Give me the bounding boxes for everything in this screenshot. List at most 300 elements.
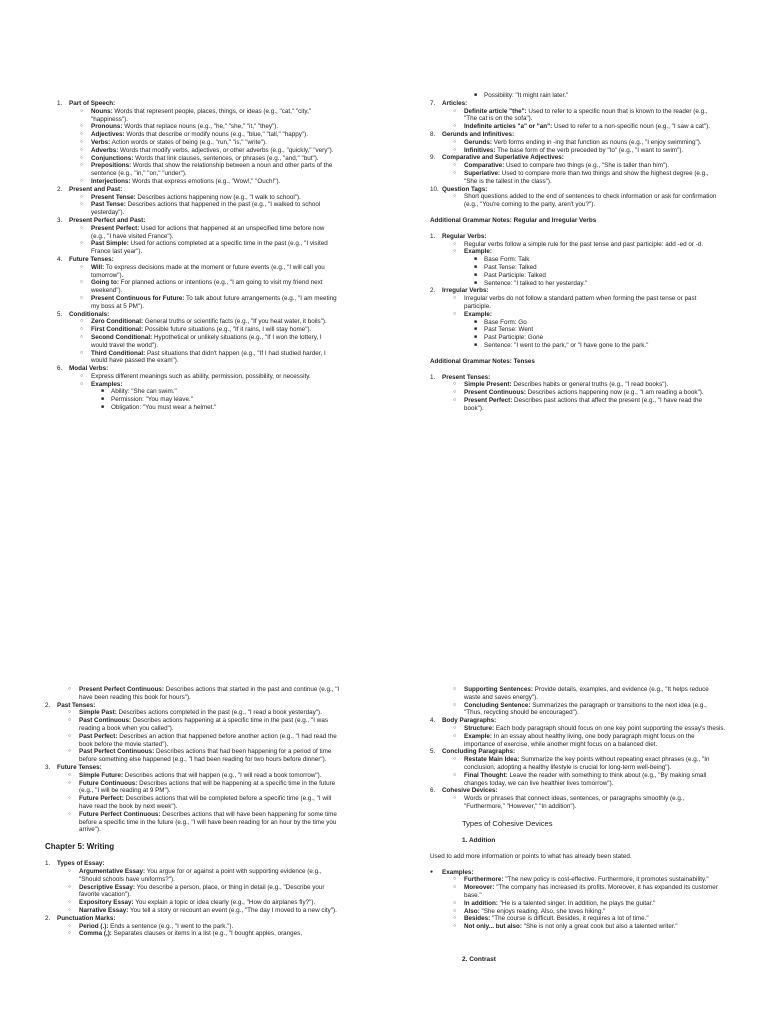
- list-number: 1.: [430, 232, 436, 240]
- list-item: [57, 131, 337, 139]
- bullet-circle-icon: ○: [68, 717, 72, 724]
- term-description: Regular verbs follow a simple rule for the past tense and past participle: add -ed or -d.: [464, 240, 704, 248]
- term-description: Separates clauses or items in a list (e.g., "I bought apples, oranges,: [111, 930, 303, 938]
- list-item: [430, 233, 720, 241]
- list-item: [45, 780, 345, 796]
- term-label: Comparative:: [464, 162, 505, 170]
- list-item: [57, 108, 337, 124]
- bullet-square-icon: ■: [474, 256, 478, 263]
- term-description: Past Participle: Gone: [484, 334, 544, 342]
- paragraph-text: Used to add more information or points to what has already been stated.: [430, 852, 632, 860]
- list-item: [57, 404, 337, 412]
- term-description: Describes actions that had been happening for a period of time before something else happened (e.g., "I had been reading for two hours before dinner").: [79, 748, 332, 764]
- list-item: [430, 272, 720, 280]
- term-description: Describes actions that happened in the past (e.g., "I walked to school yesterday").: [91, 201, 321, 217]
- term-label: First Conditional:: [91, 326, 144, 334]
- term-description: Permission: "You may leave.": [111, 396, 193, 404]
- term-description: Describes actions that will be completed before a specific time (e.g., "I will have read the book by next week").: [79, 795, 332, 810]
- bullet-circle-icon: ○: [453, 310, 457, 317]
- list-item: [57, 388, 337, 396]
- term-label: Zero Conditional:: [91, 318, 144, 326]
- list-item: [57, 147, 337, 155]
- notes-panel-top-left: [57, 100, 337, 412]
- bullet-circle-icon: ○: [80, 138, 84, 145]
- term-label: Future Tenses:: [69, 255, 114, 263]
- bullet-circle-icon: ○: [68, 810, 72, 817]
- list-item: [430, 186, 720, 194]
- term-label: Prepositions:: [91, 162, 132, 170]
- bullet-circle-icon: ○: [80, 318, 84, 325]
- bullet-circle-icon: ○: [68, 779, 72, 786]
- bullet-circle-icon: ○: [453, 686, 457, 692]
- bullet-circle-icon: ○: [453, 771, 457, 778]
- term-label: Present and Past:: [69, 185, 123, 193]
- term-description: You describe a person, place, or thing in detail (e.g., "Describe your favorite vacation").: [79, 883, 325, 899]
- bullet-circle-icon: ○: [68, 709, 72, 716]
- term-label: Present Perfect:: [91, 224, 140, 232]
- list-item: [430, 381, 720, 389]
- spacer: [430, 939, 726, 947]
- term-description: In an essay about healthy living, one body paragraph might focus on the importance of exercise, while another might focus on a balanced diet.: [464, 732, 695, 748]
- subsection-heading: 2. Contrast: [462, 955, 496, 963]
- spacer: [430, 931, 726, 939]
- bullet-square-icon: ■: [474, 279, 478, 286]
- term-description: The base form of the verb preceded by "to" (e.g., "I want to swim").: [495, 146, 684, 154]
- list-item: [430, 748, 726, 756]
- list-item: [57, 350, 337, 366]
- list-item: [45, 915, 345, 923]
- term-description: Words that show the relationship between a noun and other parts of the sentence (e.g., "in," "on," "under").: [91, 162, 333, 178]
- term-label: Period (.):: [79, 922, 109, 930]
- bullet-circle-icon: ○: [80, 294, 84, 301]
- list-item: [57, 186, 337, 194]
- term-description: Used for actions that happened at an unspecified time before now (e.g., "I have visited France").: [91, 224, 325, 240]
- bullet-square-icon: ■: [101, 404, 105, 411]
- list-item: [430, 162, 720, 170]
- list-item: [430, 915, 726, 923]
- list-number: 3.: [45, 763, 51, 771]
- list-number: 2.: [45, 914, 51, 922]
- list-item: [45, 772, 345, 780]
- list-item: [430, 702, 726, 718]
- bullet-circle-icon: ○: [453, 169, 457, 176]
- bullet-circle-icon: ○: [453, 295, 457, 302]
- list-item: [430, 374, 720, 382]
- bullet-circle-icon: ○: [453, 915, 457, 922]
- term-label: Future Perfect:: [79, 795, 124, 803]
- bullet-circle-icon: ○: [453, 123, 457, 130]
- list-item: [430, 795, 726, 811]
- term-description: Words or phrases that connect ideas, sentences, or paragraphs smoothly (e.g., "Furthermore," "However," "In addition").: [464, 795, 685, 810]
- term-label: Simple Present:: [464, 381, 512, 389]
- bullet-circle-icon: ○: [80, 107, 84, 114]
- bullet-square-icon: ■: [474, 318, 478, 325]
- spacer: [45, 834, 345, 842]
- term-label: Definite article "the":: [464, 107, 527, 115]
- term-description: Past Tense: Talked: [484, 263, 537, 271]
- list-item: [430, 280, 720, 288]
- list-item: [430, 131, 720, 139]
- term-label: Pronouns:: [91, 123, 123, 131]
- bullet-square-icon: ■: [474, 334, 478, 341]
- term-label: Restate Main Idea:: [464, 756, 520, 764]
- term-label: Conditionals:: [69, 310, 110, 318]
- list-item: [430, 100, 720, 108]
- term-label: Supporting Sentences:: [464, 686, 533, 693]
- term-description: Summarizes the paragraph or transitions to the next idea (e.g., "Thus, recycling should be encouraged").: [464, 701, 707, 717]
- term-description: Words that describe or modify nouns (e.g., "blue," "tall," "happy").: [124, 131, 309, 139]
- list-item: [430, 787, 726, 795]
- term-description: Each body paragraph should focus on one key point supporting the essay's thesis.: [494, 724, 726, 732]
- list-item: [45, 899, 345, 907]
- list-item: [430, 108, 720, 124]
- list-number: 9.: [430, 154, 436, 162]
- list-item: [430, 923, 726, 931]
- term-label: Simple Future:: [79, 771, 124, 779]
- list-item: [430, 884, 726, 900]
- term-description: Describes actions that will have been happening for some time before a specific time in the future (e.g., "I will have been reading for an hour by the time you arrive").: [79, 810, 337, 834]
- list-item: [45, 860, 345, 868]
- list-item: [57, 318, 337, 326]
- term-description: Express different meanings such as ability, permission, possibility, or necessity.: [91, 372, 311, 380]
- term-description: "She enjoys reading. Also, she loves hiking.": [479, 907, 606, 915]
- list-item: [57, 240, 337, 256]
- term-description: To talk about future arrangements (e.g., "I am meeting my boss at 5 PM").: [91, 294, 337, 310]
- list-item: [45, 686, 345, 702]
- term-description: Past Participle: Talked: [484, 271, 546, 279]
- list-number: 4.: [430, 717, 436, 725]
- bullet-circle-icon: ○: [68, 906, 72, 913]
- term-label: Not only... but also:: [464, 923, 522, 931]
- bullet-circle-icon: ○: [453, 701, 457, 708]
- term-label: Present Perfect and Past:: [69, 216, 146, 224]
- list-item: [57, 162, 337, 178]
- term-description: Ability: "She can swim.": [111, 388, 177, 396]
- list-item: [430, 256, 720, 264]
- term-description: Words that express emotions (e.g., "Wow!," "Ouch!").: [130, 177, 281, 185]
- term-label: Example:: [464, 248, 492, 256]
- list-item: [430, 717, 726, 725]
- list-item: [430, 147, 720, 155]
- term-label: Part of Speech:: [69, 100, 116, 107]
- subsection-heading: Types of Cohesive Devices: [462, 818, 553, 828]
- term-label: Examples:: [442, 868, 474, 876]
- term-description: Used to compare two things (e.g., "She is taller than him").: [504, 162, 670, 170]
- term-description: Describes actions that will be happening at a specific time in the future (e.g., "I will be reading at 9 PM").: [79, 779, 336, 795]
- term-label: Comparative and Superlative Adjectives:: [442, 154, 564, 162]
- list-item: [430, 389, 720, 397]
- term-description: Describes actions that will happen (e.g., "I will read a book tomorrow").: [123, 771, 322, 779]
- bullet-circle-icon: ○: [80, 193, 84, 200]
- list-item: [57, 178, 337, 186]
- list-number: 1.: [430, 373, 436, 381]
- bullet-square-icon: ■: [101, 388, 105, 395]
- bullet-circle-icon: ○: [453, 795, 457, 802]
- term-description: Possibility: "It might rain later.": [484, 92, 569, 99]
- spacer: [430, 811, 726, 819]
- term-label: Adverbs:: [91, 146, 119, 154]
- term-label: Present Perfect Continuous:: [79, 686, 165, 693]
- term-label: Past Perfect:: [79, 732, 118, 740]
- bullet-circle-icon: ○: [80, 240, 84, 247]
- term-label: Future Continuous:: [79, 779, 138, 787]
- term-label: Conjunctions:: [91, 154, 134, 162]
- spacer: [430, 828, 726, 836]
- list-item: [57, 326, 337, 334]
- list-item: [45, 733, 345, 749]
- list-number: 5.: [57, 310, 63, 318]
- bullet-circle-icon: ○: [68, 883, 72, 890]
- list-item: [430, 725, 726, 733]
- bullet-circle-icon: ○: [80, 263, 84, 270]
- term-label: Interjections:: [91, 177, 131, 185]
- list-item: [430, 397, 720, 413]
- bullet-circle-icon: ○: [453, 107, 457, 114]
- list-item: [430, 311, 720, 319]
- list-item: [45, 884, 345, 900]
- bullet-circle-icon: ○: [68, 930, 72, 937]
- section-heading: Additional Grammar Notes: Regular and Irregular Verbs: [430, 216, 597, 224]
- bullet-square-icon: ■: [474, 326, 478, 333]
- bullet-circle-icon: ○: [453, 146, 457, 153]
- bullet-circle-icon: ○: [80, 326, 84, 333]
- term-description: You tell a story or recount an event (e.g., "The day I moved to a new city").: [128, 906, 337, 914]
- bullet-circle-icon: ○: [453, 907, 457, 914]
- term-label: Moreover:: [464, 884, 495, 892]
- list-number: 3.: [57, 216, 63, 224]
- list-item: [430, 772, 726, 788]
- chapter-heading: Chapter 5: Writing: [45, 842, 115, 852]
- term-label: Gerunds:: [464, 138, 492, 146]
- bullet-circle-icon: ○: [453, 193, 457, 200]
- bullet-circle-icon: ○: [453, 923, 457, 930]
- term-label: Concluding Sentence:: [464, 701, 531, 709]
- bullet-circle-icon: ○: [68, 899, 72, 906]
- term-label: Types of Essay:: [57, 860, 105, 868]
- list-item: [430, 154, 720, 162]
- term-label: Past Simple:: [91, 240, 129, 248]
- term-description: Short questions added to the end of sentences to check information or ask for confirmation (e.g., "You're coming to the party, aren't you?").: [464, 193, 717, 209]
- term-description: Describes past actions that affect the present (e.g., "I have read the book").: [464, 396, 703, 412]
- term-label: Expository Essay:: [79, 899, 134, 907]
- term-description: Describes an action that happened before another action (e.g., "I had read the book before the movie started").: [79, 732, 337, 748]
- bullet-circle-icon: ○: [80, 146, 84, 153]
- term-label: Example:: [464, 310, 492, 318]
- list-item: [57, 225, 337, 241]
- bullet-circle-icon: ○: [80, 224, 84, 231]
- term-label: Nouns:: [91, 107, 113, 115]
- term-description: Sentence: "I went to the park," or "I have gone to the park.": [484, 341, 649, 349]
- term-label: Descriptive Essay:: [79, 883, 136, 891]
- bullet-circle-icon: ○: [80, 177, 84, 184]
- list-item: [430, 869, 726, 877]
- term-description: "The new policy is cost-effective. Furthermore, it promotes sustainability.": [503, 876, 709, 884]
- bullet-circle-icon: ○: [68, 867, 72, 874]
- term-label: Simple Past:: [79, 709, 117, 717]
- term-label: Also:: [464, 907, 480, 915]
- list-item: [430, 264, 720, 272]
- list-item: [57, 194, 337, 202]
- term-description: Describes actions completed in the past (e.g., "I read a book yesterday").: [116, 709, 322, 717]
- term-label: Regular Verbs:: [442, 232, 487, 240]
- term-label: Present Continuous for Future:: [91, 294, 185, 302]
- list-item: [45, 907, 345, 915]
- bullet-circle-icon: ○: [68, 748, 72, 755]
- term-description: Sentence: "I talked to her yesterday.": [484, 279, 588, 287]
- term-label: Punctuation Marks:: [57, 914, 116, 922]
- bullet-circle-icon: ○: [453, 899, 457, 906]
- bullet-circle-icon: ○: [453, 240, 457, 247]
- bullet-circle-icon: ○: [453, 396, 457, 403]
- list-item: [430, 139, 720, 147]
- list-item: [430, 295, 720, 311]
- bullet-square-icon: ■: [474, 271, 478, 278]
- term-label: Present Continuous:: [464, 389, 526, 397]
- subsection-heading: 1. Addition: [462, 836, 496, 844]
- term-description: Used to refer to a non-specific noun (e.g., "I saw a cat").: [552, 123, 711, 131]
- bullet-circle-icon: ○: [80, 372, 84, 379]
- term-label: Besides:: [464, 915, 491, 923]
- list-number: 2.: [45, 701, 51, 709]
- term-label: Examples:: [91, 380, 123, 388]
- term-description: Used to refer to a specific noun that is known to the reader (e.g., "The cat is on the sofa").: [464, 107, 708, 123]
- list-item: [45, 748, 345, 764]
- term-label: Body Paragraphs:: [442, 717, 497, 725]
- bullet-circle-icon: ○: [80, 349, 84, 356]
- term-label: Present Perfect:: [464, 396, 513, 404]
- bullet-circle-icon: ○: [80, 154, 84, 161]
- term-description: Base Form: Talk: [484, 256, 530, 264]
- bullet-circle-icon: ○: [453, 248, 457, 255]
- list-item: [430, 334, 720, 342]
- term-description: Action words or states of being (e.g., "run," "is," "write").: [110, 138, 267, 146]
- list-item: [430, 193, 720, 209]
- term-label: Future Perfect Continuous:: [79, 810, 161, 818]
- term-label: Irregular Verbs:: [442, 287, 489, 295]
- list-item: [57, 139, 337, 147]
- list-item: [45, 717, 345, 733]
- term-label: Superlative:: [464, 169, 501, 177]
- list-number: 8.: [430, 130, 436, 138]
- spacer: [430, 366, 720, 374]
- term-description: Describes habits or general truths (e.g., "I read books").: [511, 381, 669, 389]
- spacer: [430, 845, 726, 853]
- list-number: 2.: [57, 185, 63, 193]
- term-description: Describes actions happening at a specific time in the past (e.g., "I was reading a book when you called").: [79, 717, 328, 732]
- list-item: [45, 868, 345, 884]
- bullet-circle-icon: ○: [453, 138, 457, 145]
- bullet-circle-icon: ○: [68, 922, 72, 929]
- list-item: [430, 342, 720, 350]
- bullet-circle-icon: ○: [68, 686, 72, 692]
- term-description: Used to compare more than two things and show the highest degree (e.g., "She is the tallest in the class").: [464, 169, 709, 185]
- bullet-circle-icon: ○: [453, 389, 457, 396]
- list-item: [57, 311, 337, 319]
- term-description: Words that replace nouns (e.g., "he," "she," "it," "they").: [122, 123, 279, 131]
- list-item: [430, 686, 726, 702]
- bullet-circle-icon: ○: [68, 732, 72, 739]
- term-description: Ends a sentence (e.g., "I went to the park.").: [108, 922, 234, 930]
- bullet-circle-icon: ○: [80, 123, 84, 130]
- term-description: "She is not only a great cook but also a talented writer.": [521, 923, 678, 931]
- term-description: Words that represent people, places, things, or ideas (e.g., "cat," "city," "happiness").: [91, 107, 312, 123]
- term-description: Describes actions happening now (e.g., "I am reading a book").: [525, 389, 704, 397]
- term-label: Past Perfect Continuous:: [79, 748, 155, 756]
- term-description: Past Tense: Went: [484, 326, 534, 334]
- bullet-circle-icon: ○: [80, 380, 84, 387]
- list-item: [45, 930, 345, 938]
- bullet-circle-icon: ○: [453, 724, 457, 731]
- list-item: [430, 319, 720, 327]
- term-label: Furthermore:: [464, 876, 504, 884]
- section-heading: Additional Grammar Notes: Tenses: [430, 357, 535, 365]
- list-item: [430, 241, 720, 249]
- bullet-square-icon: ■: [474, 341, 478, 348]
- bullet-circle-icon: ○: [68, 795, 72, 802]
- list-number: 1.: [45, 860, 51, 868]
- term-label: Present Tenses:: [442, 373, 491, 381]
- term-description: Words that link clauses, sentences, or phrases (e.g., "and," "but").: [133, 154, 319, 162]
- term-description: For planned actions or intentions (e.g., "I am going to visit my friend next weekend").: [91, 279, 323, 295]
- term-label: Example:: [464, 732, 492, 740]
- list-item: [57, 334, 337, 350]
- bullet-circle-icon: ○: [80, 201, 84, 208]
- list-item: [430, 248, 720, 256]
- bullet-square-icon: ■: [474, 263, 478, 270]
- term-description: Used for actions completed at a specific time in the past (e.g., "I visited France last year").: [91, 240, 328, 256]
- list-item: [430, 756, 726, 772]
- term-description: You explain a topic or idea clearly (e.g., "How do airplanes fly?").: [133, 899, 316, 907]
- bullet-square-icon: ■: [101, 396, 105, 403]
- bullet-circle-icon: ○: [80, 131, 84, 138]
- term-description: Past situations that didn't happen (e.g., "If I had studied harder, I would have passed the exam").: [91, 349, 326, 365]
- list-item: [430, 876, 726, 884]
- term-label: Will:: [91, 263, 105, 271]
- bullet-circle-icon: ○: [453, 756, 457, 763]
- term-label: Past Tenses:: [57, 701, 96, 709]
- list-number: 4.: [57, 255, 63, 263]
- list-number: 5.: [430, 748, 436, 756]
- list-item: [57, 264, 337, 280]
- term-description: Describes actions that started in the past and continue (e.g., "I have been reading this book for hours").: [79, 686, 340, 701]
- bullet-circle-icon: ○: [80, 162, 84, 169]
- spacer: [430, 209, 720, 217]
- bullet-circle-icon: ○: [453, 732, 457, 739]
- term-description: Possible future situations (e.g., "If it rains, I will stay home").: [143, 326, 312, 334]
- spacer: [430, 861, 726, 869]
- term-label: Present Tense:: [91, 193, 136, 201]
- term-label: Argumentative Essay:: [79, 867, 146, 875]
- list-item: [45, 764, 345, 772]
- spacer: [430, 350, 720, 358]
- term-description: You argue for or against a point with supporting evidence (e.g., "Should schools have uniforms?").: [79, 867, 322, 883]
- list-item: [57, 365, 337, 373]
- spacer: [430, 947, 726, 955]
- list-item: [45, 811, 345, 834]
- list-number: 2.: [430, 287, 436, 295]
- list-item: [430, 170, 720, 186]
- notes-panel-bottom-right: [430, 686, 726, 964]
- bullet-circle-icon: ○: [68, 771, 72, 778]
- list-item: [57, 100, 337, 108]
- list-item: [57, 256, 337, 264]
- term-label: Narrative Essay:: [79, 906, 129, 914]
- notes-panel-bottom-left: [45, 686, 345, 938]
- spacer: [45, 852, 345, 860]
- list-item: [430, 287, 720, 295]
- term-description: General truths or scientific facts (e.g., "If you heat water, it boils").: [143, 318, 327, 326]
- bullet-circle-icon: ○: [453, 162, 457, 169]
